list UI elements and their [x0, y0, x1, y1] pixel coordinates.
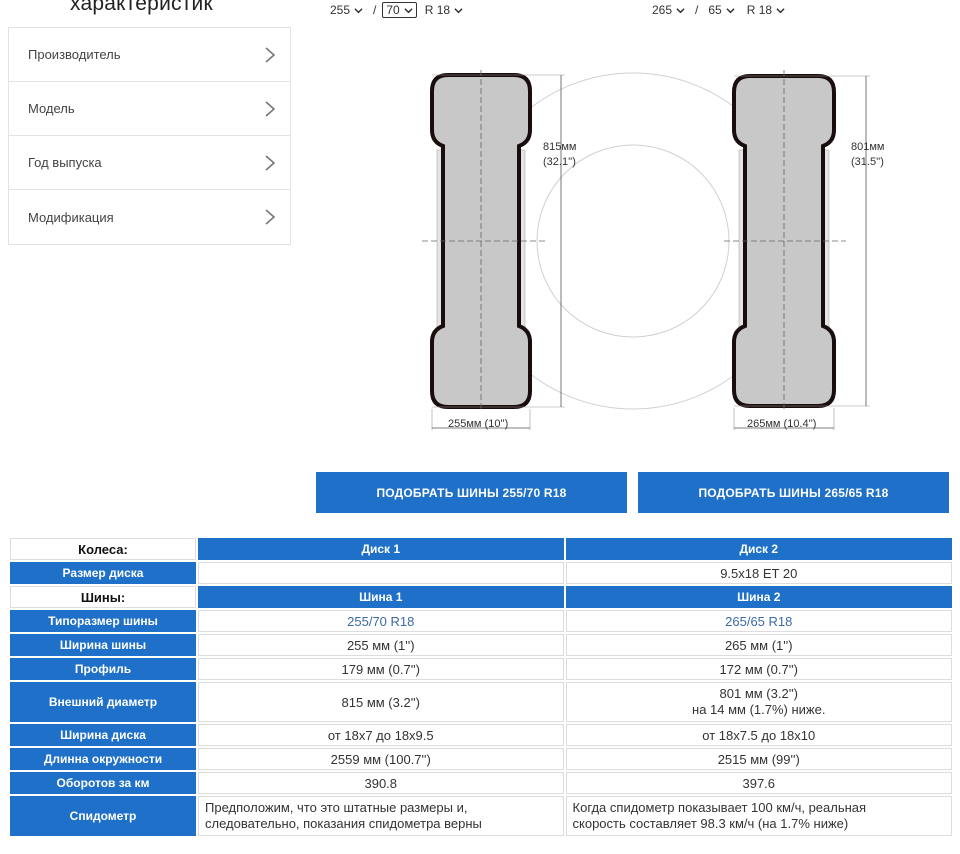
- tire2-column-header: Шина 2: [566, 586, 952, 608]
- table-row: [10, 724, 952, 746]
- table-row: [10, 562, 952, 584]
- tire2-rim-value: R 18: [746, 3, 773, 17]
- sidebar-item-label: Производитель: [28, 47, 121, 62]
- tire2-profile-value: 65: [708, 3, 722, 17]
- table-row: [10, 682, 952, 722]
- tire2-speedometer-line2: скорость составляет 98.3 км/ч (на 1.7% ниже): [572, 816, 849, 831]
- tire2-outer-diameter-line2: на 14 мм (1.7%) ниже.: [692, 702, 826, 717]
- tire2-cross-section: [724, 70, 870, 430]
- outer-diameter-label: Внешний диаметр: [10, 682, 196, 722]
- sidebar-item-label: Год выпуска: [28, 155, 102, 170]
- tire1-diameter-in-label: (32.1''): [543, 156, 576, 168]
- tire1-revolutions-value: 390.8: [198, 772, 564, 794]
- tire2-size-link[interactable]: 265/65 R18: [566, 610, 952, 632]
- tire2-width-label: 265мм (10.4''): [747, 418, 817, 430]
- tire1-width-value: 255: [330, 3, 351, 17]
- tire1-rim-width-value: от 18x7 до 18x9.5: [198, 724, 564, 746]
- table-row: [10, 586, 952, 608]
- tire1-width-label: 255мм (10''): [448, 418, 509, 430]
- table-row: [10, 634, 952, 656]
- tire2-width-value: 265 мм (1''): [566, 634, 952, 656]
- table-row: [10, 538, 952, 560]
- rim2-column-header: Диск 2: [566, 538, 952, 560]
- tire1-outer-diameter-value: 815 мм (3.2''): [198, 682, 564, 722]
- tire2-circumference-value: 2515 мм (99''): [566, 748, 952, 770]
- page-heading: характеристик: [70, 0, 213, 15]
- pick-tires-1-button[interactable]: ПОДОБРАТЬ ШИНЫ 255/70 R18: [316, 472, 627, 513]
- tire2-width-value: 265: [652, 3, 673, 17]
- table-row: [10, 658, 952, 680]
- table-row: [10, 796, 952, 836]
- table-row: [10, 748, 952, 770]
- sidebar-item-label: Модификация: [28, 209, 114, 225]
- tire2-rim-width-value: от 18x7.5 до 18x10: [566, 724, 952, 746]
- tire-size-label: Типоразмер шины: [10, 610, 196, 632]
- size-separator: /: [695, 3, 699, 17]
- tire2-outer-diameter-line1: 801 мм (3.2''): [719, 686, 798, 701]
- tire-width-label: Ширина шины: [10, 634, 196, 656]
- speedometer-label: Спидометр: [10, 796, 196, 836]
- tire2-diameter-mm-label: 801мм: [851, 141, 885, 153]
- tire1-width-value: 255 мм (1''): [198, 634, 564, 656]
- tire2-outer-diameter-value: [566, 682, 952, 722]
- profile-label: Профиль: [10, 658, 196, 680]
- sidebar-item-label: Модель: [28, 101, 75, 116]
- tire1-column-header: Шина 1: [198, 586, 564, 608]
- tire2-profile-value: 172 мм (0.7''): [566, 658, 952, 680]
- table-row: [10, 610, 952, 632]
- rim-width-label: Ширина диска: [10, 724, 196, 746]
- revolutions-label: Оборотов за км: [10, 772, 196, 794]
- tires-section-label: Шины:: [10, 586, 196, 608]
- rim1-size-value: [198, 562, 564, 584]
- rim1-column-header: Диск 1: [198, 538, 564, 560]
- tire1-speedometer-value: [198, 796, 564, 836]
- tire2-speedometer-value: [566, 796, 952, 836]
- tire1-rim-value: R 18: [424, 3, 451, 17]
- tire1-diameter-mm-label: 815мм: [543, 141, 577, 153]
- tire2-speedometer-line1: Когда спидометр показывает 100 км/ч, реальная: [572, 800, 867, 815]
- pick-tires-2-button[interactable]: ПОДОБРАТЬ ШИНЫ 265/65 R18: [638, 472, 949, 513]
- tire1-profile-value: 70: [386, 3, 400, 17]
- table-row: [10, 772, 952, 794]
- rim2-size-value: 9.5x18 ET 20: [566, 562, 952, 584]
- tire1-size-link[interactable]: 255/70 R18: [198, 610, 564, 632]
- size-separator: /: [373, 3, 377, 17]
- tire2-revolutions-value: 397.6: [566, 772, 952, 794]
- tire1-speedometer-line2: следовательно, показания спидометра верны: [205, 816, 482, 831]
- tire-comparison-table: [8, 536, 954, 838]
- wheels-section-label: Колеса:: [10, 538, 196, 560]
- tire1-speedometer-line1: Предположим, что это штатные размеры и,: [205, 800, 468, 815]
- tire1-circumference-value: 2559 мм (100.7''): [198, 748, 564, 770]
- tire1-profile-value: 179 мм (0.7''): [198, 658, 564, 680]
- tire2-diameter-in-label: (31.5''): [851, 156, 884, 168]
- tire1-cross-section: [422, 70, 565, 430]
- inner-wheel-circle: [537, 145, 729, 337]
- circumference-label: Длинна окружности: [10, 748, 196, 770]
- rim-size-label: Размер диска: [10, 562, 196, 584]
